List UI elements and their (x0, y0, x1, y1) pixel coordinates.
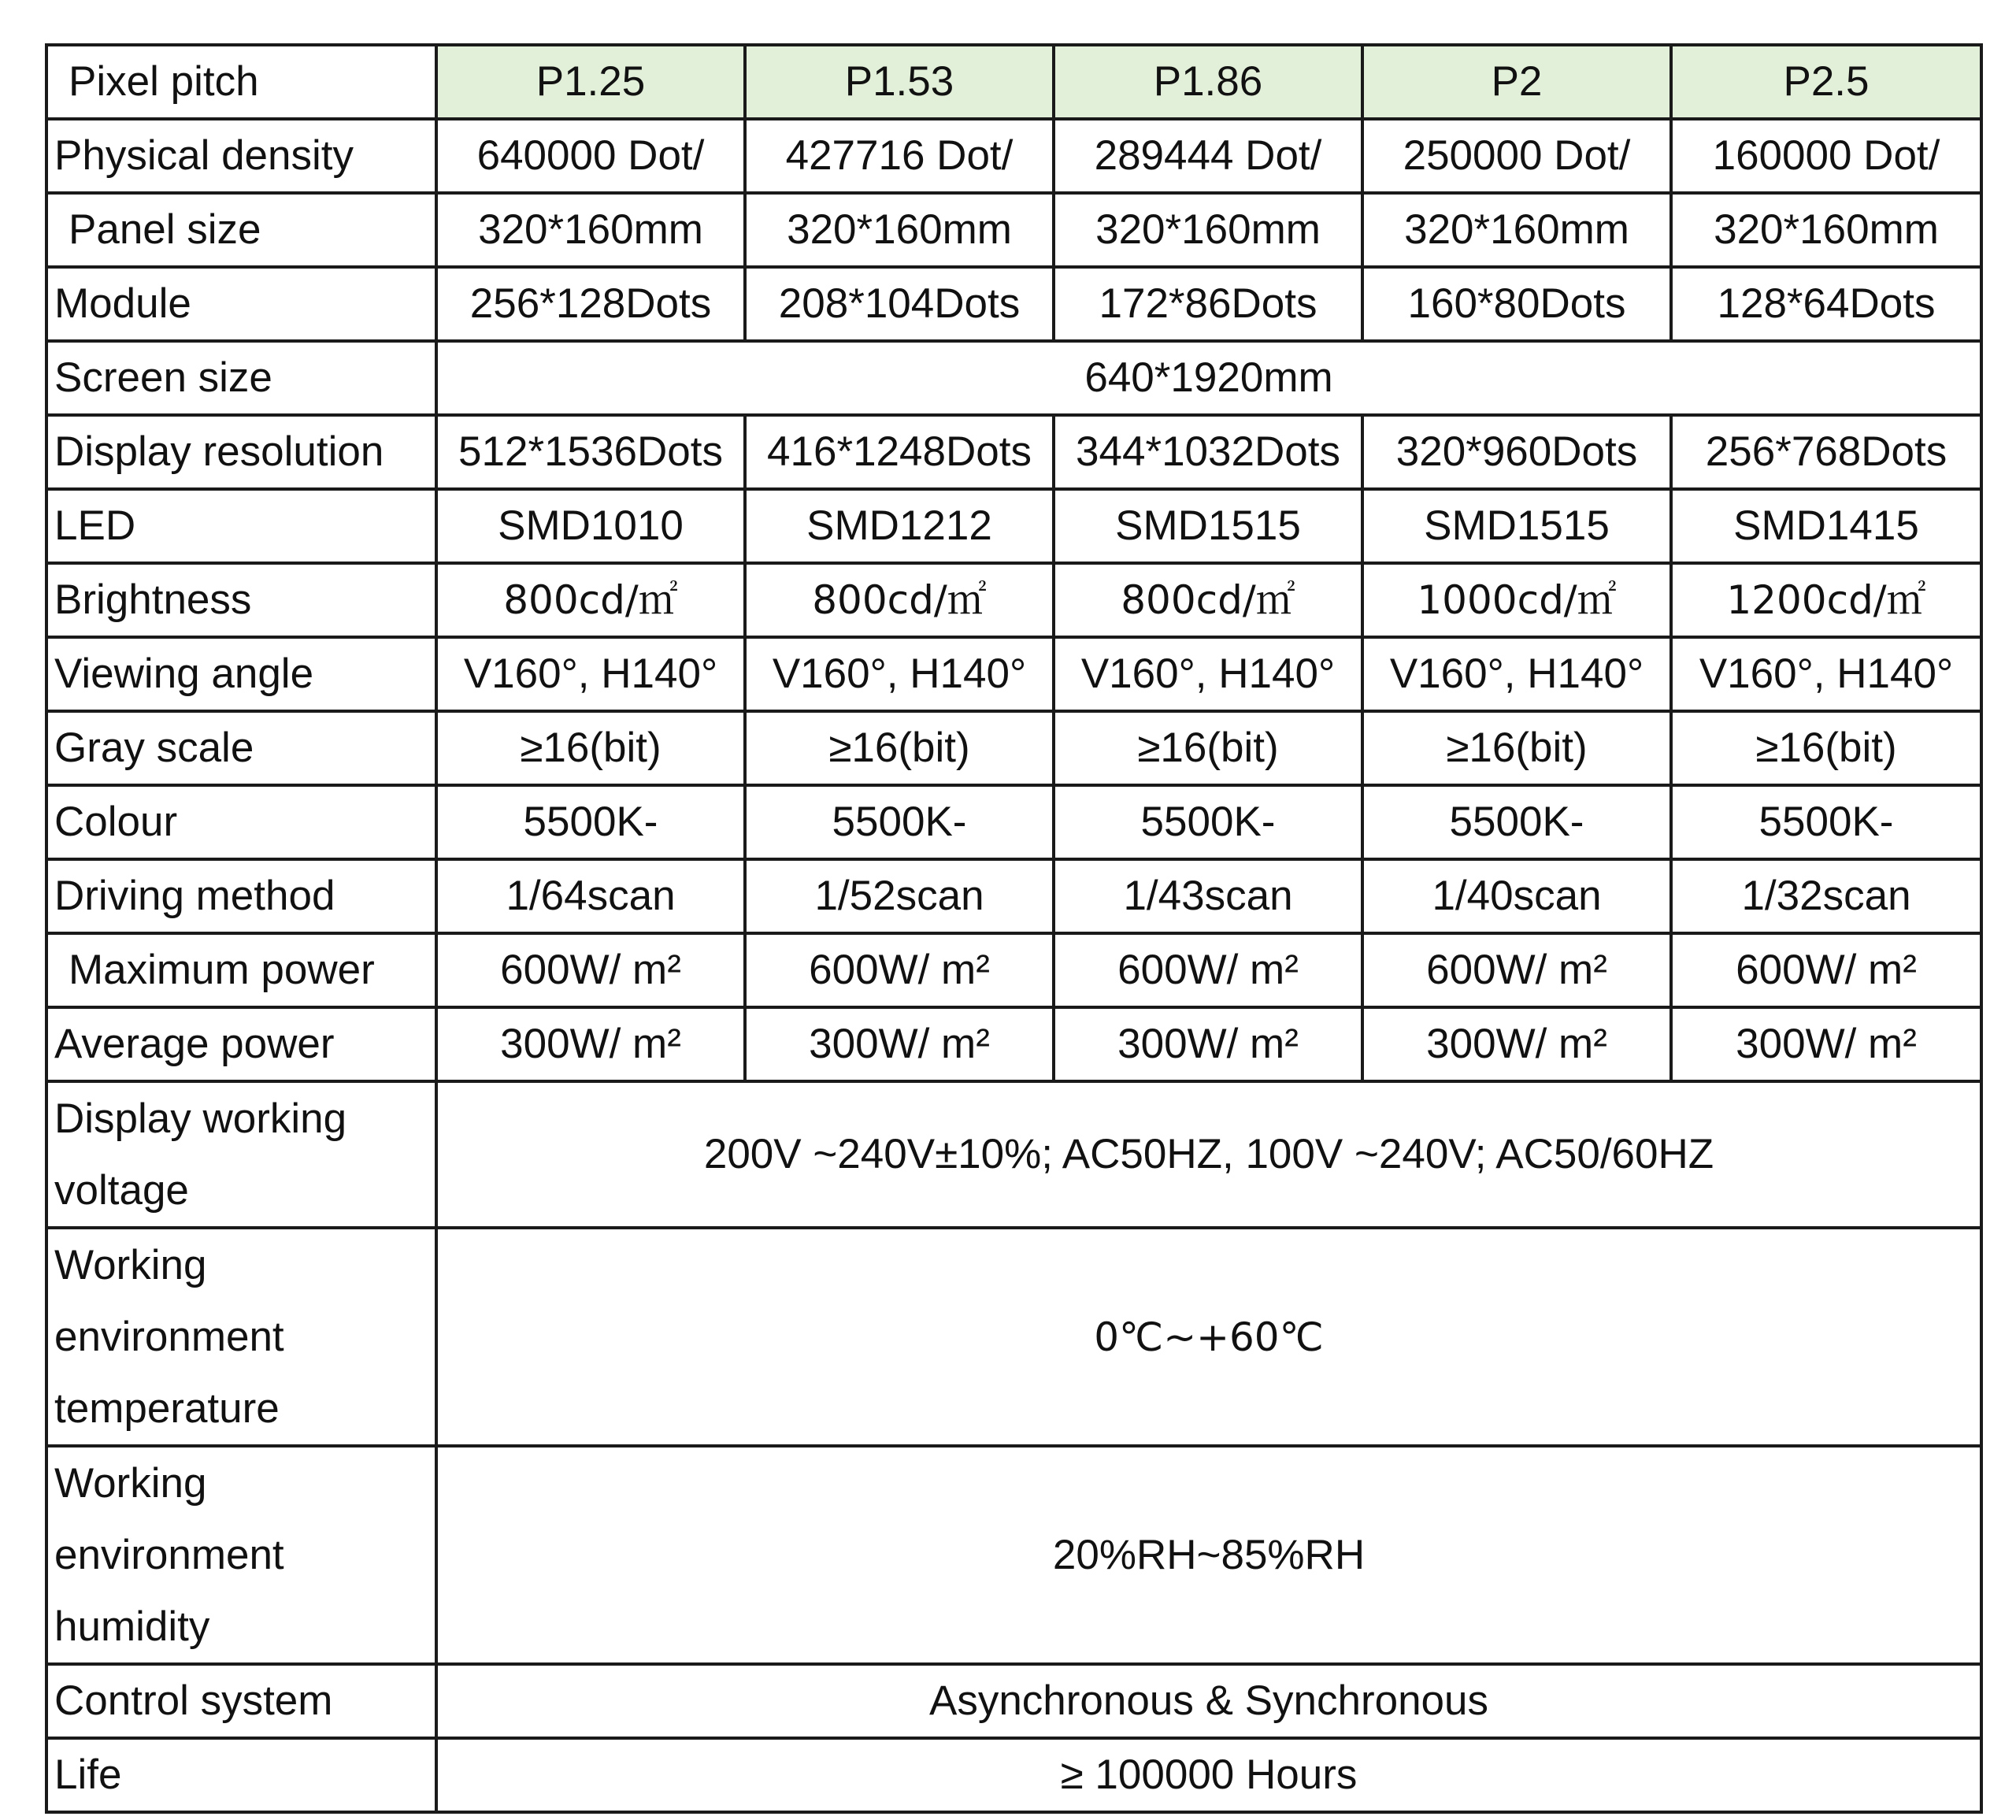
table-cell: 1/64scan (436, 859, 745, 933)
row-label: Screen size (46, 341, 436, 415)
table-cell: 1/52scan (745, 859, 1054, 933)
row-label: Pixel pitch (46, 45, 436, 119)
table-cell: 1/40scan (1362, 859, 1671, 933)
row-control-system (46, 1664, 1981, 1738)
table-cell: 800cd/㎡ (436, 563, 745, 637)
column-header: P2 (1362, 45, 1671, 119)
row-label: LED (46, 489, 436, 563)
row-average-power (46, 1007, 1981, 1081)
table-cell: 0℃~+60℃ (436, 1228, 1981, 1446)
column-header: P1.53 (745, 45, 1054, 119)
table-cell: 320*160mm (1054, 193, 1362, 267)
row-working-humidity (46, 1446, 1981, 1664)
row-working-temperature (46, 1228, 1981, 1446)
row-label: Driving method (46, 859, 436, 933)
row-display-resolution (46, 415, 1981, 489)
row-colour (46, 785, 1981, 859)
table-cell: ≥16(bit) (1362, 711, 1671, 785)
row-label: Display resolution (46, 415, 436, 489)
row-label: Gray scale (46, 711, 436, 785)
table-cell: 344*1032Dots (1054, 415, 1362, 489)
row-working-voltage (46, 1081, 1981, 1228)
row-label: Colour (46, 785, 436, 859)
table-cell: ≥16(bit) (1671, 711, 1981, 785)
table-cell: ≥16(bit) (436, 711, 745, 785)
table-cell: 160000 Dot/ (1671, 119, 1981, 193)
row-label: Physical density (46, 119, 436, 193)
table-cell: 800cd/㎡ (745, 563, 1054, 637)
table-cell: 20%RH~85%RH (436, 1446, 1981, 1664)
table-cell: 640000 Dot/ (436, 119, 745, 193)
table-cell: 600W/ m² (436, 933, 745, 1007)
table-cell: 256*768Dots (1671, 415, 1981, 489)
table-cell: 208*104Dots (745, 267, 1054, 341)
table-cell: 640*1920mm (436, 341, 1981, 415)
row-label: Life (46, 1738, 436, 1812)
row-label: Working environment humidity (46, 1446, 436, 1664)
table-cell: 160*80Dots (1362, 267, 1671, 341)
table-cell: SMD1010 (436, 489, 745, 563)
column-header: P2.5 (1671, 45, 1981, 119)
column-header: P1.86 (1054, 45, 1362, 119)
row-label: Maximum power (46, 933, 436, 1007)
table-cell: V160°, H140° (1671, 637, 1981, 711)
table-cell: 128*64Dots (1671, 267, 1981, 341)
row-label: Working environment temperature (46, 1228, 436, 1446)
table-cell: 1/32scan (1671, 859, 1981, 933)
table-cell: SMD1515 (1362, 489, 1671, 563)
row-life (46, 1738, 1981, 1812)
table-cell: 320*160mm (1362, 193, 1671, 267)
table-cell: 320*160mm (745, 193, 1054, 267)
table-cell: 320*160mm (436, 193, 745, 267)
row-module (46, 267, 1981, 341)
table-cell: 5500K- (745, 785, 1054, 859)
table-cell: 200V ~240V±10%; AC50HZ, 100V ~240V; AC50/60HZ (436, 1081, 1981, 1228)
row-label: Display working voltage (46, 1081, 436, 1228)
table-cell: 250000 Dot/ (1362, 119, 1671, 193)
row-label: Panel size (46, 193, 436, 267)
table-cell: V160°, H140° (1362, 637, 1671, 711)
table-cell: ≥16(bit) (745, 711, 1054, 785)
row-label: Control system (46, 1664, 436, 1738)
table-cell: 1/43scan (1054, 859, 1362, 933)
row-brightness (46, 563, 1981, 637)
table-cell: V160°, H140° (745, 637, 1054, 711)
table-cell: 320*960Dots (1362, 415, 1671, 489)
row-led (46, 489, 1981, 563)
table-cell: 300W/ m² (1362, 1007, 1671, 1081)
row-label: Module (46, 267, 436, 341)
table-cell: 300W/ m² (1054, 1007, 1362, 1081)
table-cell: 5500K- (1054, 785, 1362, 859)
table-cell: 300W/ m² (745, 1007, 1054, 1081)
table-cell: 1000cd/㎡ (1362, 563, 1671, 637)
spec-table (45, 43, 1983, 1814)
table-cell: ≥ 100000 Hours (436, 1738, 1981, 1812)
table-cell: 256*128Dots (436, 267, 745, 341)
table-cell: 800cd/㎡ (1054, 563, 1362, 637)
row-label: Viewing angle (46, 637, 436, 711)
row-screen-size (46, 341, 1981, 415)
table-cell: 5500K- (436, 785, 745, 859)
table-cell: 427716 Dot/ (745, 119, 1054, 193)
row-label: Average power (46, 1007, 436, 1081)
table-cell: 600W/ m² (1671, 933, 1981, 1007)
row-panel-size (46, 193, 1981, 267)
table-cell: 1200cd/㎡ (1671, 563, 1981, 637)
row-driving-method (46, 859, 1981, 933)
row-label: Brightness (46, 563, 436, 637)
table-cell: 600W/ m² (1362, 933, 1671, 1007)
column-header: P1.25 (436, 45, 745, 119)
table-cell: SMD1415 (1671, 489, 1981, 563)
table-cell: 5500K- (1362, 785, 1671, 859)
table-cell: V160°, H140° (436, 637, 745, 711)
row-gray-scale (46, 711, 1981, 785)
table-cell: SMD1212 (745, 489, 1054, 563)
row-maximum-power (46, 933, 1981, 1007)
table-cell: 300W/ m² (1671, 1007, 1981, 1081)
table-cell: 320*160mm (1671, 193, 1981, 267)
table-cell: 416*1248Dots (745, 415, 1054, 489)
table-cell: 300W/ m² (436, 1007, 745, 1081)
table-cell: 512*1536Dots (436, 415, 745, 489)
table-cell: Asynchronous & Synchronous (436, 1664, 1981, 1738)
table-cell: SMD1515 (1054, 489, 1362, 563)
table-cell: 600W/ m² (1054, 933, 1362, 1007)
table-cell: V160°, H140° (1054, 637, 1362, 711)
table-cell: 172*86Dots (1054, 267, 1362, 341)
row-viewing-angle (46, 637, 1981, 711)
table-cell: 5500K- (1671, 785, 1981, 859)
row-pixel-pitch (46, 45, 1981, 119)
table-cell: 600W/ m² (745, 933, 1054, 1007)
table-cell: ≥16(bit) (1054, 711, 1362, 785)
row-physical-density (46, 119, 1981, 193)
table-cell: 289444 Dot/ (1054, 119, 1362, 193)
